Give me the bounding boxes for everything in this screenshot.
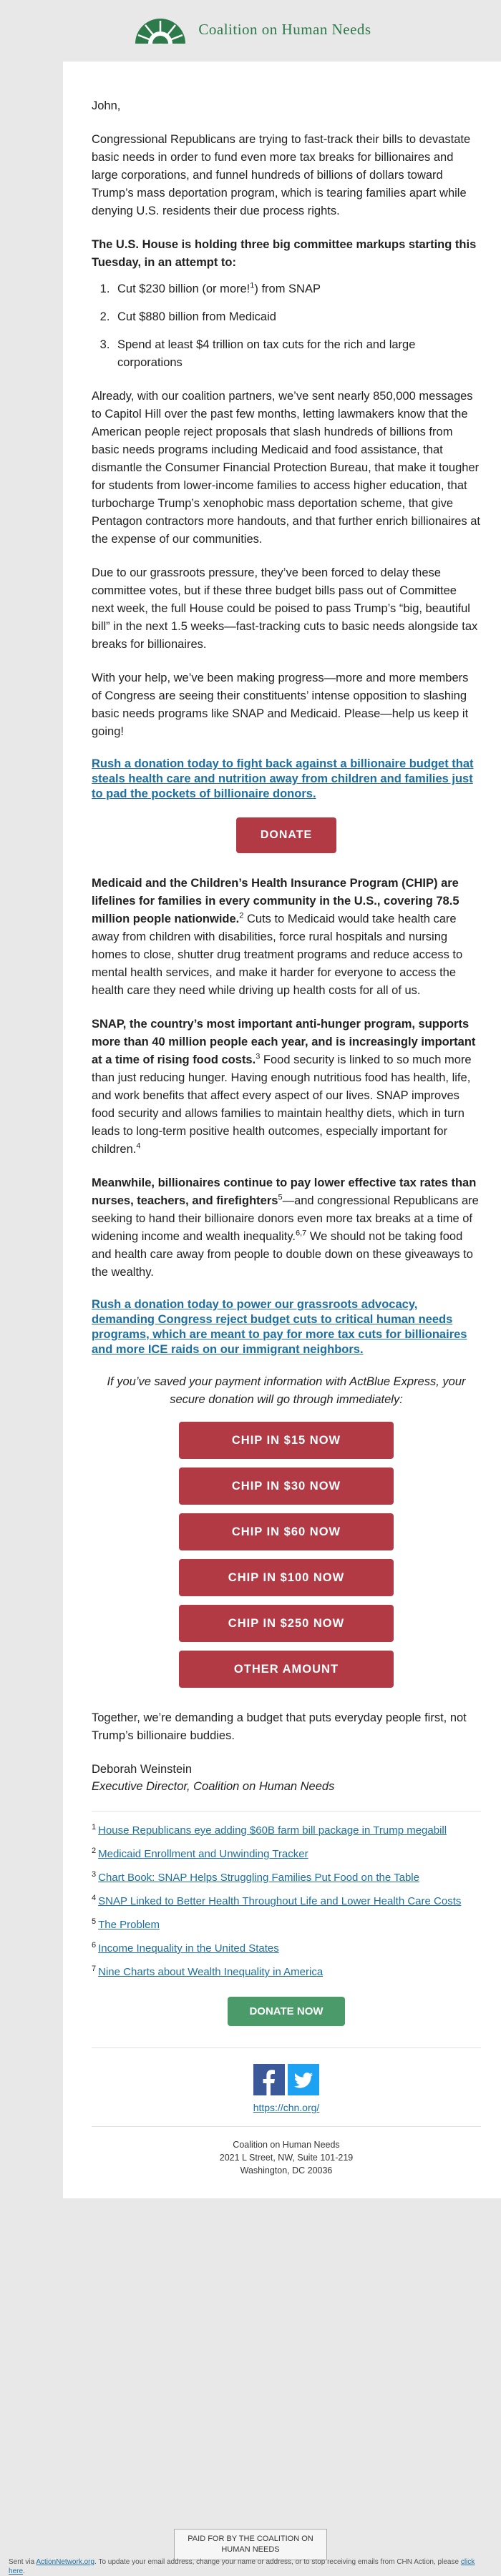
other-amount-button[interactable]: OTHER AMOUNT xyxy=(179,1651,394,1688)
snap-paragraph: SNAP, the country’s most important anti-hunger program, supports more than 40 million people each year, and is increasingly important at a time of rising food costs.$^3$ Food security is linked to so much more than just reducing hunger. Having enough nutritious food has health, life, and work benefits that affect every aspect of our lives. SNAP improves food security and allows families to maintain healthy diets, which in turn leads to long-term positive health outcomes, especially important for children.$^4$ xyxy=(92,1018,476,1156)
list-item: 3. Spend at least $4 trillion on tax cuts for the rich and large corporations xyxy=(113,336,481,372)
twitter-icon[interactable] xyxy=(288,2064,319,2095)
list-item: 1. Cut $230 billion (or more!$^1$) from SNAP xyxy=(113,280,481,298)
footnotes-list xyxy=(92,1823,481,1980)
donation-link-2[interactable]: Rush a donation today to power our grassroots advocacy, demanding Congress reject budget cuts to critical human needs programs, which are meant to pay for more tax cuts for billionaires and more ICE raids on our immigrant neighbors. xyxy=(92,1298,467,1356)
footnote-link[interactable]: Medicaid Enrollment and Unwinding Tracker xyxy=(98,1848,308,1860)
medicaid-paragraph: Medicaid and the Children’s Health Insurance Program (CHIP) are lifelines for families in every community in the U.S., covering 78.5 million people nationwide.$^2$ Cuts to Medicaid would take health care away from children with disabilities, force rural hospitals and nursing homes to close, shutter drug treatment programs and reduce access to mental health services, and make it harder for everyone to access the health care they need while driving up health costs for all of us. xyxy=(92,877,463,997)
coalition-paragraph: Already, with our coalition partners, we’ve sent nearly 850,000 messages to Capitol Hill over the past few months, letting lawmakers know that the American people reject proposals that slash hundreds of billions from basic needs programs including Medicaid and food assistance, that dismantle the Consumer Financial Protection Bureau, that make it tougher for students from lower-income families to access higher education, that turbocharge Trump’s xenophobic mass deportation scheme, that give Pentagon contractors more handouts, and that further enrich billionaires at the expense of our communities. xyxy=(92,390,480,546)
social-links xyxy=(92,2064,481,2113)
footnote-item: $^1$ House Republicans eye adding $60B farm bill package in Trump megabill xyxy=(92,1823,447,1837)
footnote-link[interactable]: Chart Book: SNAP Helps Struggling Families Put Food on the Table xyxy=(98,1872,419,1884)
footnote-item: $^3$ Chart Book: SNAP Helps Struggling Families Put Food on the Table xyxy=(92,1870,419,1884)
donate-button[interactable]: DONATE xyxy=(236,817,336,853)
email-header xyxy=(0,0,501,59)
chip-in-250-button[interactable]: CHIP IN $250 NOW xyxy=(179,1605,394,1642)
divider xyxy=(92,2047,481,2048)
list-item: 2. Cut $880 billion from Medicaid xyxy=(113,308,481,326)
footnote-item: $^2$ Medicaid Enrollment and Unwinding Tracker xyxy=(92,1847,308,1860)
chip-in-15-button[interactable]: CHIP IN $15 NOW xyxy=(179,1422,394,1459)
markup-lead: The U.S. House is holding three big committee markups starting this Tuesday, in an attempt to: xyxy=(92,238,477,269)
website-link[interactable]: https://chn.org/ xyxy=(253,2102,320,2113)
chip-in-buttons xyxy=(92,1422,481,1688)
unsubscribe-notice: Sent via ActionNetwork.org. To update your email address, change your name or address, or to stop receiving emails from CHN Action, please click here. xyxy=(9,2558,475,2575)
signer-name: Deborah Weinstein xyxy=(92,1763,193,1776)
unsubscribe-link[interactable]: click here xyxy=(9,2558,475,2575)
sunrise-logo-icon xyxy=(130,14,191,45)
signer-title: Executive Director, Coalition on Human Needs xyxy=(92,1780,335,1793)
greeting: John, xyxy=(92,99,121,112)
asks-list xyxy=(113,280,481,372)
chip-in-30-button[interactable]: CHIP IN $30 NOW xyxy=(179,1468,394,1505)
footnote-link[interactable]: The Problem xyxy=(98,1919,160,1931)
help-paragraph: With your help, we’ve been making progress—more and more members of Congress are seeing their constituents’ intense opposition to slashing basic needs programs like SNAP and Medicaid. Please—help us keep it going! xyxy=(92,672,469,738)
email-card xyxy=(63,62,501,2198)
donate-now-button[interactable]: DONATE NOW xyxy=(228,1997,344,2026)
mailing-address: Coalition on Human Needs 2021 L Street, NW, Suite 101-219 Washington, DC 20036 xyxy=(219,2140,354,2176)
intro-paragraph: Congressional Republicans are trying to fast-track their bills to devastate basic needs in order to fund even more tax breaks for billionaires and large corporations, and funnel hundreds of billions of dollars toward Trump’s mass deportation program, which is tearing families apart while denying U.S. residents their due process rights. xyxy=(92,133,471,217)
footnote-link[interactable]: House Republicans eye adding $60B farm bill package in Trump megabill xyxy=(98,1824,447,1837)
donation-link-1[interactable]: Rush a donation today to fight back against a billionaire budget that steals health care and nutrition away from children and families just to pad the pockets of billionaire donors. xyxy=(92,757,474,800)
paid-for-disclaimer: PAID FOR BY THE COALITION ON HUMAN NEEDS xyxy=(174,2529,327,2560)
footnote-link[interactable]: Income Inequality in the United States xyxy=(98,1942,279,1955)
closing-paragraph: Together, we’re demanding a budget that puts everyday people first, not Trump’s billionaire buddies. xyxy=(92,1711,467,1742)
actblue-note: If you’ve saved your payment information with ActBlue Express, your secure donation will go through immediately: xyxy=(107,1375,466,1406)
footnote-item: $^6$ Income Inequality in the United States xyxy=(92,1941,279,1955)
footnote-item: $^7$ Nine Charts about Wealth Inequality in America xyxy=(92,1965,324,1978)
footnote-link[interactable]: Nine Charts about Wealth Inequality in America xyxy=(98,1966,324,1978)
action-network-link[interactable]: ActionNetwork.org xyxy=(36,2558,95,2566)
billionaires-paragraph: Meanwhile, billionaires continue to pay lower effective tax rates than nurses, teachers, and firefighters$^5$—and congressional Republicans are seeking to hand their billionaire donors even more tax breaks at a time of widening income and wealth inequality.$^{6,7}$ We should not be taking food and health care away from people to double down on these giveaways to the wealthy. xyxy=(92,1176,479,1279)
chip-in-100-button[interactable]: CHIP IN $100 NOW xyxy=(179,1559,394,1596)
facebook-icon[interactable] xyxy=(253,2064,285,2095)
footnote-item: $^5$ The Problem xyxy=(92,1917,160,1931)
divider xyxy=(92,2126,481,2127)
brand-name: Coalition on Human Needs xyxy=(198,20,371,38)
footnote-link[interactable]: SNAP Linked to Better Health Throughout Life and Lower Health Care Costs xyxy=(98,1895,462,1907)
footnote-item: $^4$ SNAP Linked to Better Health Throughout Life and Lower Health Care Costs xyxy=(92,1894,462,1907)
pressure-paragraph: Due to our grassroots pressure, they’ve been forced to delay these committee votes, but if these three budget bills pass out of Committee next week, the full House could be poised to pass Trump’s “big, beautiful bill” in the next 1.5 weeks—fast-tracking cuts to basic needs alongside tax breaks for billionaires. xyxy=(92,566,478,651)
chip-in-60-button[interactable]: CHIP IN $60 NOW xyxy=(179,1513,394,1550)
